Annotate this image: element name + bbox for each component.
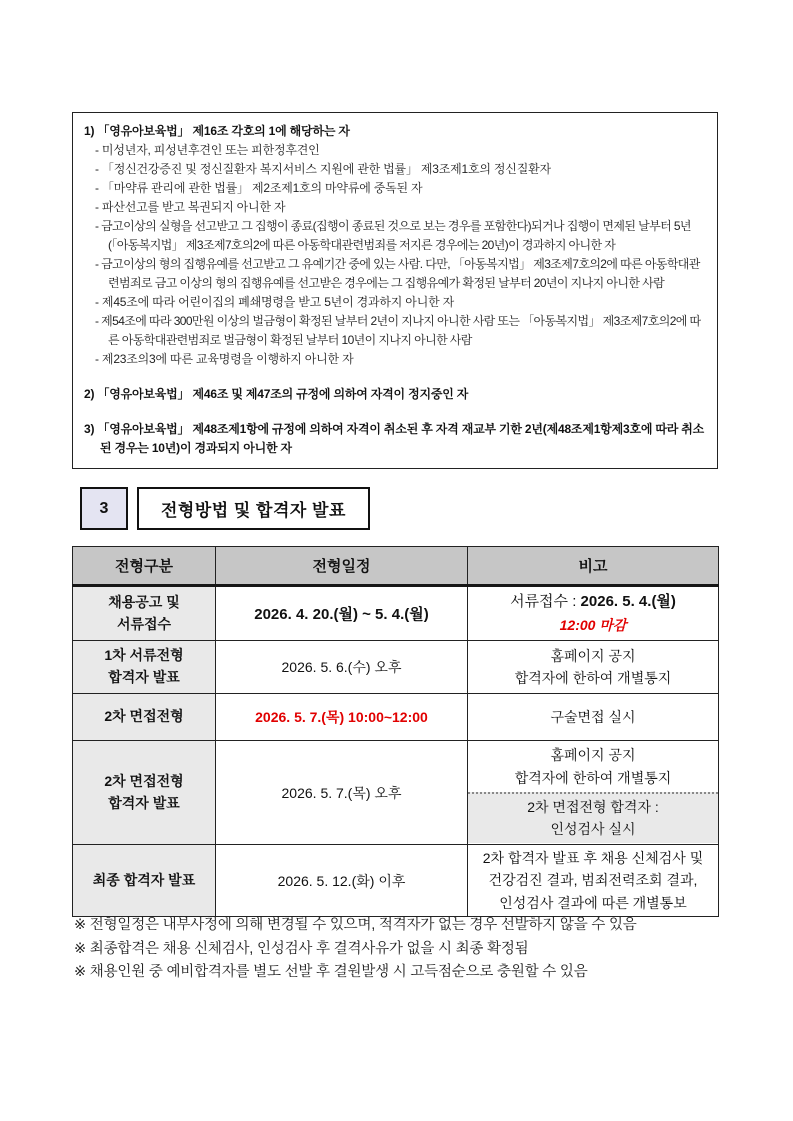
section-header xyxy=(80,487,370,530)
eligibility-item-2-title: 2) 「영유아보육법」 제46조 및 제47조의 규정에 의하여 자격이 정지중인 자 xyxy=(84,387,469,401)
footnote-line: ※ 최종합격은 채용 신체검사, 인성검사 후 결격사유가 없을 시 최종 확정됨 xyxy=(74,940,529,957)
eligibility-criteria-box xyxy=(72,112,718,469)
category-cell: 2차 면접전형 xyxy=(73,694,216,741)
remarks-cell: 2차 합격자 발표 후 채용 신체검사 및 건강검진 결과, 범죄전력조회 결과, 인성검사 결과에 따른 개별통보 xyxy=(468,845,719,917)
footnotes xyxy=(74,914,637,985)
eligibility-bullet: - 「마약류 관리에 관한 법률」 제2조제1호의 마약류에 중독된 자 xyxy=(95,181,423,195)
eligibility-bullet: - 금고이상의 형의 집행유예를 선고받고 그 유예기간 중에 있는 사람. 다만, 「아동복지법」 제3조제7호의2에 따른 아동학대관련범죄로 금고 이상의 형의 집행유예를 선고받은 경우에는 그 집행유예가 확정된 날부터 20년이 지나지 아니한 사람 xyxy=(95,257,700,290)
table-row-doc-result xyxy=(73,641,719,694)
schedule-cell: 2026. 5. 6.(수) 오후 xyxy=(216,641,468,694)
category-cell: 채용공고 및 서류접수 xyxy=(73,586,216,641)
deadline-text: 12:00 마감 xyxy=(559,617,627,634)
col-header-category: 전형구분 xyxy=(73,547,216,586)
selection-schedule-table xyxy=(72,546,719,917)
col-header-remarks: 비고 xyxy=(468,547,719,586)
category-cell: 2차 면접전형 합격자 발표 xyxy=(73,741,216,845)
remarks-cell xyxy=(468,741,719,845)
eligibility-bullet: - 금고이상의 실형을 선고받고 그 집행이 종료(집행이 종료된 것으로 보는 경우를 포함한다)되거나 집행이 면제된 날부터 5년(「아동복지법」 제3조제7호의2에 따른 아동학대관련범죄를 저지른 경우에는 20년)이 경과하지 아니한 자 xyxy=(95,219,691,252)
remark-date: 2026. 5. 4.(월) xyxy=(580,593,676,611)
eligibility-bullet: - 「정신건강증진 및 정신질환자 복지서비스 지원에 관한 법률」 제3조제1호의 정신질환자 xyxy=(95,162,551,176)
footnote-line: ※ 전형일정은 내부사정에 의해 변경될 수 있으며, 적격자가 없는 경우 선발하지 않을 수 있음 xyxy=(74,917,637,933)
table-row-interview xyxy=(73,694,719,741)
eligibility-item-1-title: 1) 「영유아보육법」 제16조 각호의 1에 해당하는 자 xyxy=(84,124,350,138)
table-row-final-result xyxy=(73,845,719,917)
category-cell: 1차 서류전형 합격자 발표 xyxy=(73,641,216,694)
table-row-interview-result xyxy=(73,741,719,845)
table-header-row xyxy=(73,547,719,586)
eligibility-bullet: - 제54조에 따라 300만원 이상의 벌금형이 확정된 날부터 2년이 지나지 아니한 사람 또는 「아동복지법」 제3조제7호의2에 따른 아동학대관련범죄로 벌금형이 확정된 날부터 10년이 지나지 아니한 사람 xyxy=(95,314,701,347)
schedule-cell: 2026. 5. 7.(목) 오후 xyxy=(216,741,468,845)
eligibility-item-3-title: 3) 「영유아보육법」 제48조제1항에 규정에 의하여 자격이 취소된 후 자격 재교부 기한 2년(제48조제1항제3호에 따라 취소된 경우는 10년)이 경과되지 아니한 자 xyxy=(84,422,705,455)
eligibility-bullet: - 미성년자, 피성년후견인 또는 피한정후견인 xyxy=(95,143,320,157)
remark-subcell-personality-test: 2차 면접전형 합격자 : 인성검사 실시 xyxy=(468,792,718,844)
schedule-cell: 2026. 4. 20.(월) ~ 5. 4.(월) xyxy=(216,586,468,641)
remark-prefix: 서류접수 : xyxy=(510,593,581,611)
col-header-schedule: 전형일정 xyxy=(216,547,468,586)
table-row-apply xyxy=(73,586,719,641)
remarks-cell: 홈페이지 공지 합격자에 한하여 개별통지 xyxy=(468,641,719,694)
section-title: 전형방법 및 합격자 발표 xyxy=(137,487,370,530)
schedule-cell: 2026. 5. 7.(목) 10:00~12:00 xyxy=(216,694,468,741)
section-number-badge: 3 xyxy=(80,487,128,530)
eligibility-bullet: - 파산선고를 받고 복권되지 아니한 자 xyxy=(95,200,286,214)
remarks-cell xyxy=(468,586,719,641)
eligibility-bullet: - 제45조에 따라 어린이집의 폐쇄명령을 받고 5년이 경과하지 아니한 자 xyxy=(95,295,455,309)
remark-subcell-notice: 홈페이지 공지 합격자에 한하여 개별통지 xyxy=(514,747,672,786)
schedule-cell: 2026. 5. 12.(화) 이후 xyxy=(216,845,468,917)
remarks-cell: 구술면접 실시 xyxy=(468,694,719,741)
category-cell: 최종 합격자 발표 xyxy=(73,845,216,917)
eligibility-bullet: - 제23조의3에 따른 교육명령을 이행하지 아니한 자 xyxy=(95,352,354,366)
footnote-line: ※ 채용인원 중 예비합격자를 별도 선발 후 결원발생 시 고득점순으로 충원할 수 있음 xyxy=(74,964,588,980)
